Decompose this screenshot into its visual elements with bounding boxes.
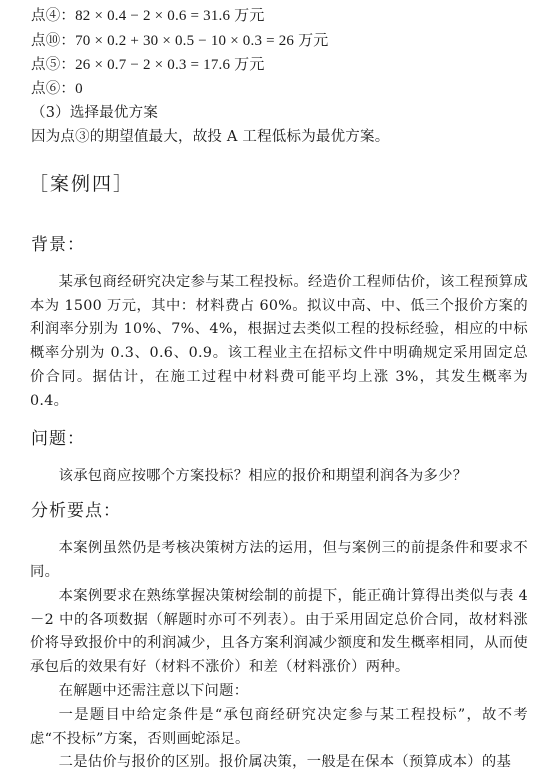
step3-text: 因为点③的期望值最大，故投 A 工程低标为最优方案。 xyxy=(31,129,390,145)
question-paragraph: 该承包商应按哪个方案投标？相应的报价和期望利润各为多少？ xyxy=(58,468,468,484)
calc-expression: 26 × 0.7 − 2 × 0.3 = 17.6 万元 xyxy=(75,57,265,73)
calc-label: 点⑩： xyxy=(31,33,76,49)
analysis-paragraph-1: 本案例虽然仍是考核决策树方法的运用，但与案例三的前提条件和要求不同。 xyxy=(30,540,528,580)
background-paragraph: 某承包商经研究决定参与某工程投标。经造价工程师估价，该工程预算成本为 1500 万元，其中：材料费占 60%。拟议中高、中、低三个报价方案的利润率分别为 10%、7%、4%，根据过去类似工程的投标经验，相应的中标概率分别为 0.3、0.6、0.9。该工程业主在招标文件中明确规定采用固定总价合同。据估计，在施工过程中材料费可能平均上涨 3%，其发生概率为 0.4。 xyxy=(30,274,528,409)
calc-label: 点④： xyxy=(31,8,76,24)
analysis-paragraph-4: 一是题目中给定条件是“承包商经研究决定参与某工程投标”，故不考虑“不投标”方案，否则画蛇添足。 xyxy=(30,707,528,747)
calc-line-point-5 xyxy=(31,55,265,75)
calc-expression: 70 × 0.2 + 30 × 0.5 − 10 × 0.3 = 26 万元 xyxy=(75,33,329,49)
calc-label: 点⑤： xyxy=(31,57,76,73)
calc-label: 点⑥： xyxy=(31,81,76,97)
calc-line-point-6 xyxy=(31,79,83,99)
question-heading: 问题： xyxy=(31,429,85,449)
background-heading: 背景： xyxy=(31,235,85,255)
analysis-paragraph-5: 二是估价与报价的区别。报价属决策，一般是在保本（预算成本）的基 xyxy=(58,754,512,770)
case-title: ［案例四］ xyxy=(29,173,135,195)
calc-expression: 0 xyxy=(75,81,83,97)
analysis-paragraph-3: 在解题中还需注意以下问题： xyxy=(58,683,249,699)
analysis-paragraph-2: 本案例要求在熟练掌握决策树绘制的前提下，能正确计算得出类似与表 4－2 中的各项数据（解题时亦可不列表）。由于采用固定总价合同，故材料涨价将导致报价中的利润减少，且各方案利润减少额度和发生概率相同，从而使承包后的效果有好（材料不涨价）和差（材料涨价）两种。 xyxy=(30,588,528,676)
calc-line-point-10 xyxy=(31,31,328,51)
calc-line-point-4 xyxy=(31,6,265,26)
analysis-heading: 分析要点： xyxy=(31,501,121,521)
calc-expression: 82 × 0.4 − 2 × 0.6 = 31.6 万元 xyxy=(75,8,265,24)
step3-title: （3）选择最优方案 xyxy=(31,105,159,121)
